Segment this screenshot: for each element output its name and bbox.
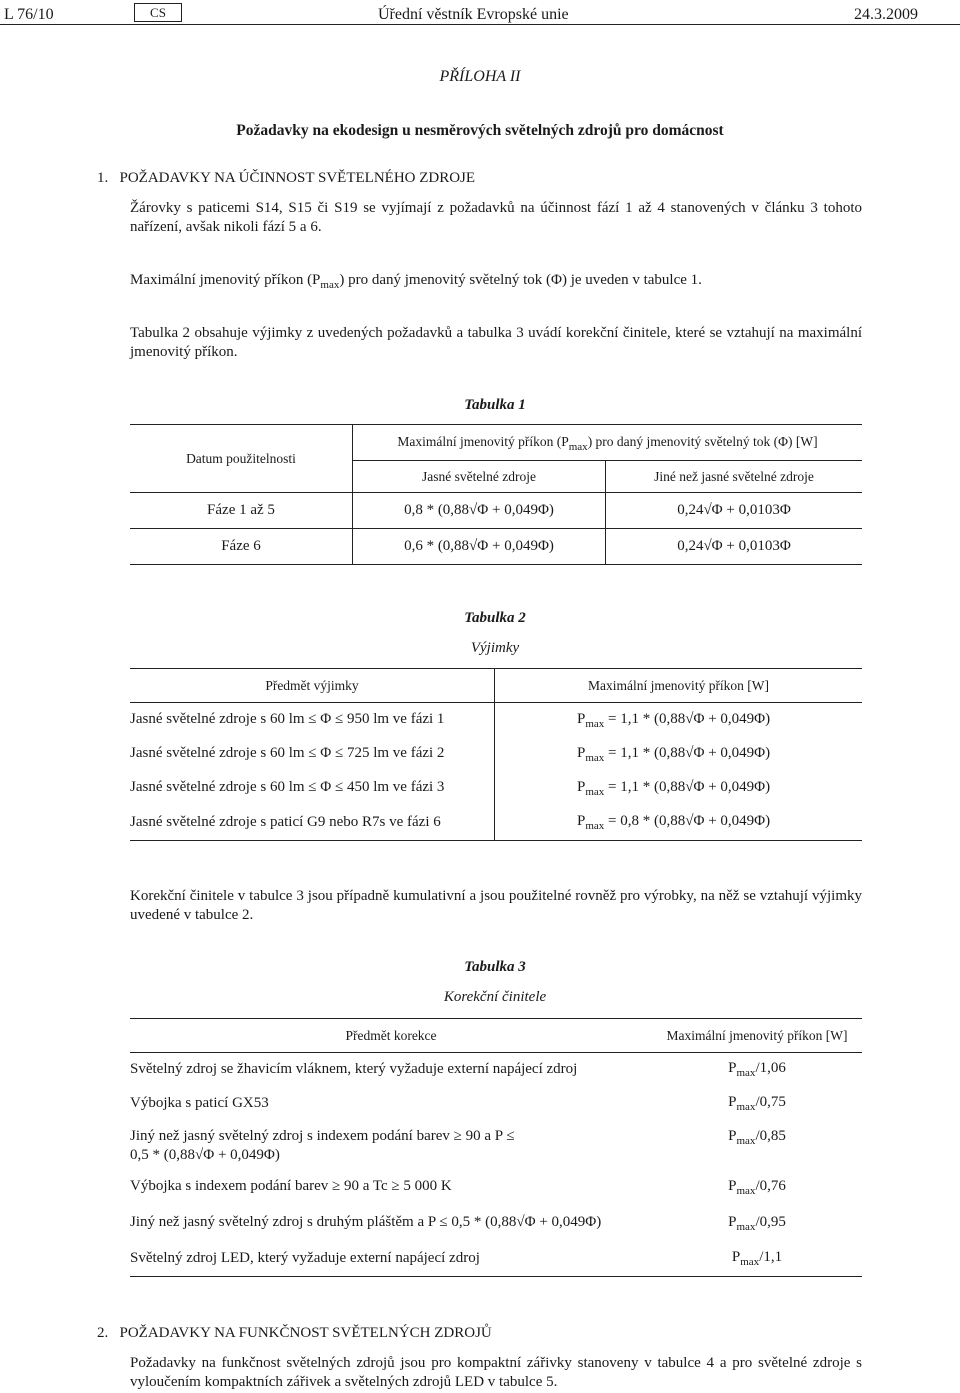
table-row: Výbojka s paticí GX53 $P_{max}/0,75$ — [130, 1094, 786, 1113]
section-2-heading: 2. POŽADAVKY NA FUNKČNOST SVĚTELNÝCH ZDROJŮ — [97, 1325, 492, 1341]
annex-label: PŘÍLOHA II — [439, 68, 521, 85]
annex-title: Požadavky na ekodesign u nesměrových světelných zdrojů pro domácnost — [236, 122, 724, 139]
correction-paragraph: Korekční činitele v tabulce 3 jsou případně kumulativní a jsou použitelné rovněž pro výrobky, na něž se vztahují výjimky uvedené v tabulce 2. — [130, 888, 862, 923]
table-row: Jasné světelné zdroje s 60 lm ≤ Φ ≤ 950 lm ve fázi 1 $P_{max} = 1,1 * (0,88√\Phi + 0,049\Phi)$ — [130, 703, 862, 737]
table-3-header-power: Maximální jmenovitý příkon [W] — [652, 1019, 862, 1053]
table-row: Fáze 1 až 5 0,8 * (0,88√Φ + 0,049Φ) 0,24√Φ + 0,0103Φ — [130, 493, 862, 529]
header-divider — [0, 24, 960, 25]
table-2-subtitle: Výjimky — [470, 640, 520, 656]
table-row: Světelný zdroj LED, který vyžaduje externí napájecí zdroj $P_{max}/1,1$ — [130, 1241, 862, 1277]
table-row: Výbojka s indexem podání barev ≥ 90 a Tc ≥ 5 000 K $P_{max}/0,76$ — [130, 1177, 786, 1197]
table-1-header-date: Datum použitelnosti — [130, 425, 353, 493]
table-2-header-subject: Předmět výjimky — [130, 669, 495, 703]
table-1 — [130, 424, 862, 565]
publication-date: 24.3.2009 — [854, 6, 918, 23]
table-2-header-power: Maximální jmenovitý příkon [W] — [495, 669, 863, 703]
section-1-paragraph-2: Maximální jmenovitý příkon $(P_{max})$ pro daný jmenovitý světelný tok (Φ) je uveden v tabulce 1. — [130, 272, 702, 291]
page-reference: L 76/10 — [4, 6, 54, 23]
table-2-title: Tabulka 2 — [464, 610, 526, 626]
page-header — [0, 3, 960, 25]
section-1-paragraph-3: Tabulka 2 obsahuje výjimky z uvedených požadavků a tabulka 3 uvádí korekční činitele, které se vztahují na maximální jmenovitý příkon. — [130, 325, 862, 360]
language-badge: CS — [134, 3, 182, 22]
table-3-header-subject: Předmět korekce — [130, 1019, 652, 1053]
table-3-title: Tabulka 3 — [464, 959, 526, 975]
table-3 — [130, 1018, 862, 1277]
section-1-heading: 1. POŽADAVKY NA ÚČINNOST SVĚTELNÉHO ZDROJE — [97, 170, 476, 186]
table-row: Jasné světelné zdroje s 60 lm ≤ Φ ≤ 450 lm ve fázi 3 $P_{max} = 1,1 * (0,88√\Phi + 0,049\Phi)$ — [130, 771, 862, 805]
section-2-paragraph-1: Požadavky na funkčnost světelných zdrojů jsou pro kompaktní zářivky stanoveny v tabulce 4 a pro světelné zdroje s vyloučením kompaktních zářivek a světelných zdrojů LED v tabulce 5. — [130, 1355, 862, 1390]
table-row: Světelný zdroj se žhavicím vláknem, který vyžaduje externí napájecí zdroj $P_{max}/1,06$ — [130, 1060, 786, 1080]
table-row: Jasné světelné zdroje s 60 lm ≤ Φ ≤ 725 lm ve fázi 2 $P_{max} = 1,1 * (0,88√\Phi + 0,049\Phi)$ — [130, 737, 862, 771]
table-3-subtitle: Korekční činitele — [443, 989, 547, 1005]
journal-title: Úřední věstník Evropské unie — [378, 6, 569, 23]
table-1-header-nonclear: Jiné než jasné světelné zdroje — [606, 461, 863, 493]
table-row: Jasné světelné zdroje s paticí G9 nebo R7s ve fázi 6 $P_{max} = 0,8 * (0,88√\Phi + 0,049\Phi)$ — [130, 805, 862, 841]
table-row: Jiný než jasný světelný zdroj s indexem podání barev ≥ 90 a P ≤ 0,5 * (0,88√Φ + 0,049Φ) $P_{max}/0,85$ — [130, 1127, 786, 1163]
table-1-header-group: Maximální jmenovitý příkon $(P_{max})$ pro daný jmenovitý světelný tok (Φ) [W] — [353, 425, 863, 461]
table-1-title: Tabulka 1 — [464, 397, 526, 413]
section-1-paragraph-1: Žárovky s paticemi S14, S15 či S19 se vyjímají z požadavků na účinnost fází 1 až 4 stanovených v článku 3 tohoto nařízení, avšak nikoli fází 5 a 6. — [130, 200, 862, 235]
table-row: Fáze 6 0,6 * (0,88√Φ + 0,049Φ) 0,24√Φ + 0,0103Φ — [130, 529, 862, 565]
table-1-header-clear: Jasné světelné zdroje — [353, 461, 606, 493]
table-row: Jiný než jasný světelný zdroj s druhým pláštěm a P ≤ 0,5 * (0,88√Φ + 0,049Φ) $P_{max}/0,95$ — [130, 1213, 786, 1233]
table-2 — [130, 668, 862, 841]
